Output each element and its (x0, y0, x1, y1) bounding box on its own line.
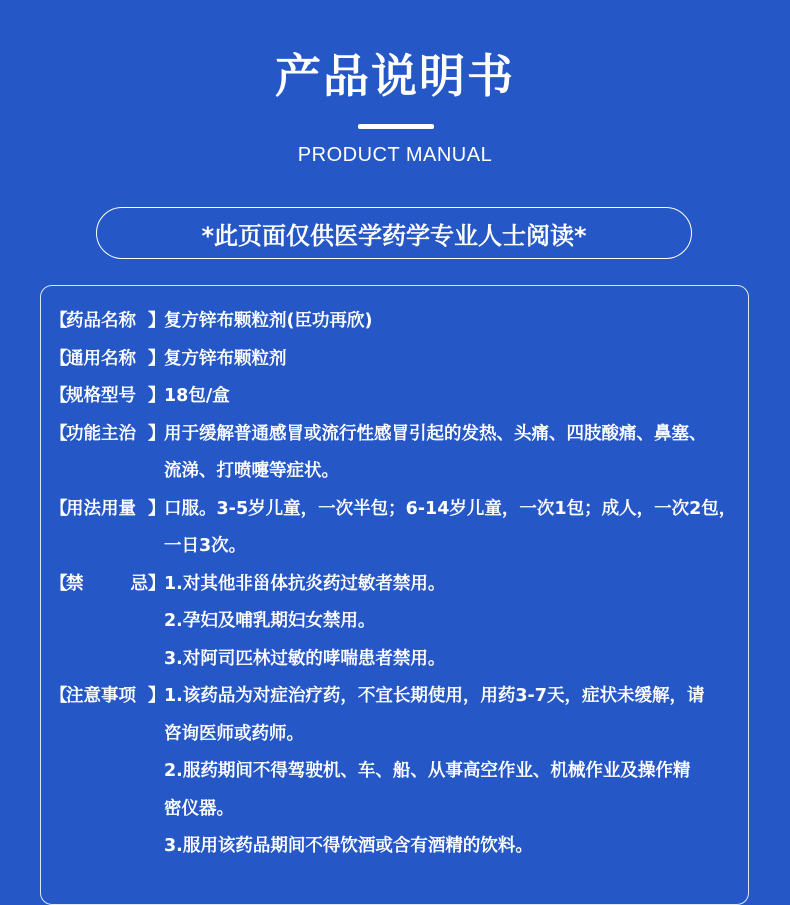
value-line: 3.对阿司匹林过敏的哮喘患者禁用。 (164, 648, 446, 669)
title-divider (358, 124, 434, 129)
close-bracket: 】 (148, 386, 166, 406)
close-bracket: 】 (148, 423, 166, 444)
open-bracket: 【 (50, 573, 68, 594)
open-bracket: 【 (50, 686, 68, 706)
label-char: 禁 (66, 573, 84, 594)
label-text: 通用名称 (66, 348, 136, 369)
row-label (50, 566, 164, 604)
close-bracket: 】 (148, 686, 166, 706)
value-line: 2.服药期间不得驾驶机、车、船、从事高空作业、机械作业及操作精 (164, 761, 691, 781)
value-line: 咨询医师或药师。 (164, 723, 304, 744)
label-char: 忌 (130, 573, 148, 594)
row-dosage (50, 491, 750, 566)
row-precautions (50, 678, 750, 866)
row-drug-name (50, 303, 750, 341)
row-value (164, 303, 750, 341)
row-label (50, 303, 164, 341)
close-bracket: 】 (148, 498, 166, 519)
row-label (50, 491, 164, 529)
open-bracket: 【 (50, 386, 68, 406)
value-line: 3.服用该药品期间不得饮酒或含有酒精的饮料。 (164, 836, 533, 856)
value-line: 密仪器。 (164, 798, 234, 819)
page-title: 产品说明书 (275, 49, 515, 103)
row-label (50, 378, 164, 416)
professional-notice: *此页面仅供医学药学专业人士阅读* (96, 207, 692, 259)
close-bracket: 】 (148, 348, 166, 369)
page-subtitle: PRODUCT MANUAL (297, 144, 493, 166)
value-line: 2.孕妇及哺乳期妇女禁用。 (164, 611, 376, 631)
value-line: 一日3次。 (164, 536, 247, 556)
row-label (50, 416, 164, 454)
row-specification (50, 378, 750, 416)
row-contraindications (50, 566, 750, 679)
label-text: 药品名称 (66, 311, 136, 331)
open-bracket: 【 (50, 348, 68, 369)
open-bracket: 【 (50, 498, 68, 519)
value-line: 1.对其他非甾体抗炎药过敏者禁用。 (164, 573, 446, 594)
instructions-list (50, 303, 750, 866)
row-value (164, 378, 750, 416)
value-line: 18包/盒 (164, 386, 230, 406)
value-line: 用于缓解普通感冒或流行性感冒引起的发热、头痛、四肢酸痛、鼻塞、 (164, 423, 707, 444)
close-bracket: 】 (148, 573, 166, 594)
row-label (50, 678, 164, 716)
open-bracket: 【 (50, 423, 68, 444)
row-value (164, 416, 750, 491)
label-text: 注意事项 (66, 686, 136, 706)
label-text: 规格型号 (66, 386, 136, 406)
value-line: 1.该药品为对症治疗药，不宜长期使用，用药3-7天，症状未缓解，请 (164, 686, 705, 706)
row-value (164, 566, 750, 679)
close-bracket: 】 (148, 311, 166, 331)
label-text: 用法用量 (66, 498, 136, 519)
row-label (50, 341, 164, 379)
row-value (164, 678, 750, 866)
row-value (164, 341, 750, 379)
row-generic-name (50, 341, 750, 379)
row-value (164, 491, 750, 566)
label-text: 功能主治 (66, 423, 136, 444)
row-indications (50, 416, 750, 491)
label-text (66, 566, 148, 604)
value-line: 流涕、打喷嚏等症状。 (164, 461, 339, 481)
open-bracket: 【 (50, 311, 68, 331)
value-line: 复方锌布颗粒剂(臣功再欣) (164, 311, 373, 331)
value-line: 复方锌布颗粒剂 (164, 348, 287, 369)
value-line: 口服。3-5岁儿童，一次半包；6-14岁儿童，一次1包；成人，一次2包， (164, 498, 737, 519)
